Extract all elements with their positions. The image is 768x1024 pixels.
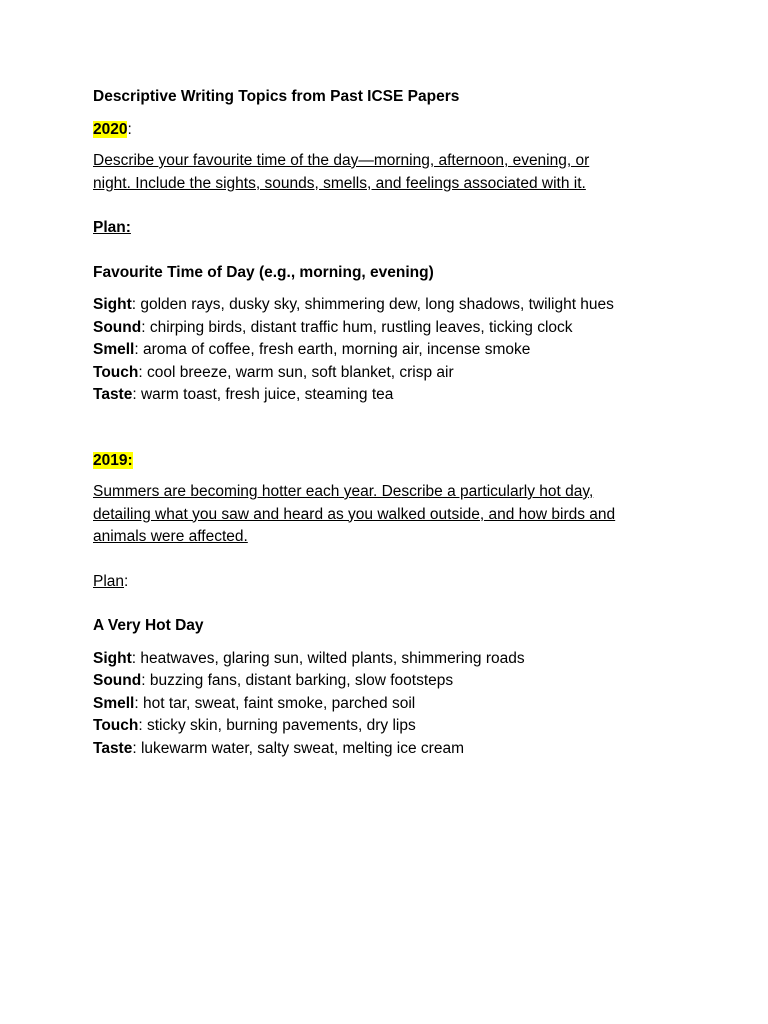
year-highlight: 2020: [93, 120, 128, 138]
senses-list: [93, 648, 693, 761]
sense-value: : hot tar, sweat, faint smoke, parched soil: [134, 694, 416, 712]
sense-item: [93, 648, 693, 671]
sense-key: Touch: [93, 717, 139, 734]
sense-item: [93, 670, 693, 693]
sense-value: : chirping birds, distant traffic hum, rustling leaves, ticking clock: [141, 318, 573, 336]
sense-value: : sticky skin, burning pavements, dry lips: [138, 717, 416, 734]
year-highlight: 2019:: [93, 451, 133, 469]
sense-value: : buzzing fans, distant barking, slow footsteps: [141, 672, 454, 689]
plan-label: Plan:: [93, 219, 131, 236]
plan-subheading: A Very Hot Day: [93, 617, 204, 634]
plan-label: Plan:: [93, 572, 129, 590]
prompt-line: detailing what you saw and heard as you walked outside, and how birds and: [93, 505, 616, 523]
essay-prompt: [93, 150, 693, 195]
sense-value: : aroma of coffee, fresh earth, morning air, incense smoke: [134, 341, 531, 358]
prompt-line: Describe your favourite time of the day—morning, afternoon, evening, or: [93, 152, 590, 169]
sense-key: Touch: [93, 363, 139, 381]
sense-item: [93, 317, 693, 340]
sense-value: : lukewarm water, salty sweat, melting ice cream: [132, 739, 464, 757]
sense-item: [93, 362, 693, 385]
year-colon: :: [127, 120, 132, 138]
prompt-line: animals were affected.: [93, 528, 248, 545]
plan-subheading: Favourite Time of Day (e.g., morning, evening): [93, 263, 434, 281]
sense-key: Sound: [93, 672, 142, 689]
sense-item: [93, 738, 693, 761]
sense-key: Taste: [93, 386, 133, 403]
year-heading: [93, 450, 693, 473]
sense-key: Smell: [93, 341, 135, 358]
section-2020: [93, 119, 693, 407]
document-title: Descriptive Writing Topics from Past ICSE Papers: [93, 88, 460, 105]
sense-value: : golden rays, dusky sky, shimmering dew, long shadows, twilight hues: [131, 296, 614, 313]
sense-key: Sight: [93, 296, 132, 313]
sense-value: : warm toast, fresh juice, steaming tea: [132, 386, 394, 403]
sense-item: [93, 384, 693, 407]
essay-prompt: [93, 481, 693, 549]
sense-item: [93, 693, 693, 716]
sense-value: : heatwaves, glaring sun, wilted plants, shimmering roads: [131, 649, 525, 667]
senses-list: [93, 294, 693, 407]
section-2019: [93, 450, 693, 761]
sense-item: [93, 294, 693, 317]
sense-item: [93, 339, 693, 362]
sense-value: : cool breeze, warm sun, soft blanket, crisp air: [138, 363, 454, 381]
sense-item: [93, 715, 693, 738]
year-heading: [93, 119, 693, 142]
document-page: [93, 86, 693, 760]
sense-key: Taste: [93, 739, 133, 757]
prompt-line: Summers are becoming hotter each year. Describe a particularly hot day,: [93, 483, 594, 500]
sense-key: Sound: [93, 318, 142, 336]
prompt-line: night. Include the sights, sounds, smells, and feelings associated with it.: [93, 174, 586, 192]
sense-key: Sight: [93, 649, 132, 667]
sense-key: Smell: [93, 694, 135, 712]
